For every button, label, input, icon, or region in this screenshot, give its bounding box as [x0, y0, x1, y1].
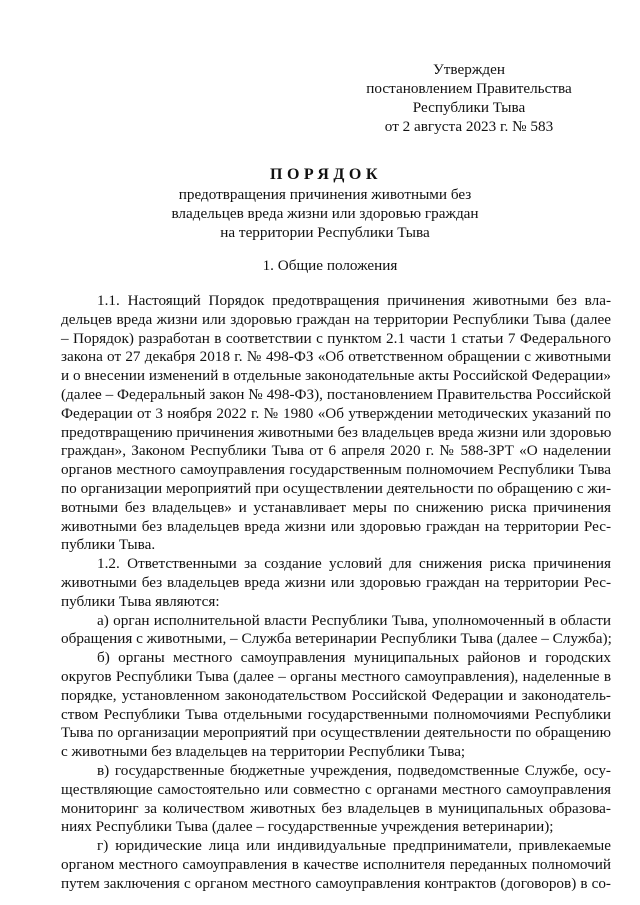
body-line: в) государственные бюджетные учреждения, подведомственные Службе, осу-	[97, 761, 611, 779]
body-line: дельцев вреда жизни или здоровью граждан на территории Республики Тыва (далее	[61, 310, 611, 328]
body-line: мониторинг за количеством животных без владельцев в муниципальных образова-	[61, 799, 611, 817]
body-line: вотными без владельцев» и устанавливает меры по снижению риска причинения	[61, 498, 611, 516]
subtitle-line: предотвращения причинения животными без	[178, 186, 472, 203]
body-line: публики Тыва.	[61, 536, 156, 554]
body-line: г) юридические лица или индивидуальные предприниматели, привлекаемые	[97, 837, 611, 855]
body-line: ниях Республики Тыва (далее – государственные учреждения ветеринарии);	[61, 818, 554, 836]
subtitle-line: владельцев вреда жизни или здоровью граждан	[171, 205, 479, 222]
body-line: округов Республики Тыва (далее – органы местного самоуправления), наделенные в	[61, 667, 611, 685]
body-line: ством Республики Тыва отдельными государственными полномочиями Республики	[61, 705, 611, 723]
document-body	[61, 292, 611, 894]
body-line: 1.1. Настоящий Порядок предотвращения причинения животными без вла-	[97, 292, 611, 309]
approval-stamp	[330, 60, 608, 136]
subtitle-line: на территории Республики Тыва	[220, 224, 430, 241]
body-line: по организации мероприятий при осуществлении деятельности по обращению с жи-	[61, 479, 611, 497]
body-line: Тыва по организации мероприятий при осуществлении деятельности по обращению	[61, 724, 611, 742]
body-line: (далее – Федеральный закон № 498-ФЗ), постановлением Правительства Российской	[61, 385, 611, 403]
approval-line: Республики Тыва	[412, 99, 526, 116]
body-line: ществляющие самостоятельно или совместно с органами местного самоуправления	[61, 780, 611, 798]
section-heading: 1. Общие положения	[262, 257, 398, 274]
body-line: закона от 27 декабря 2018 г. № 498-ФЗ «Об ответственном обращении с животными	[61, 348, 611, 366]
approval-line: от 2 августа 2023 г. № 583	[384, 118, 554, 135]
body-line: граждан», Законом Республики Тыва от 6 апреля 2020 г. № 588-ЗРТ «О наделении	[61, 442, 611, 460]
body-line: 1.2. Ответственными за создание условий для снижения риска причинения	[97, 555, 611, 573]
body-line: органом местного самоуправления в качестве исполнителя переданных полномочий	[61, 855, 611, 873]
body-line: порядке, установленном законодательством Российской Федерации и законодатель-	[61, 686, 611, 704]
body-line: органов местного самоуправления государственным полномочием Республики Тыва	[61, 461, 611, 479]
body-line: а) орган исполнительной власти Республики Тыва, уполномоченный в области	[97, 611, 611, 629]
body-line: предотвращению причинения животными без владельцев вреда жизни или здоровью	[61, 423, 612, 441]
body-line: животными без владельцев вреда жизни или здоровью граждан на территории Рес-	[61, 573, 611, 591]
approval-line: постановлением Правительства	[366, 80, 572, 97]
body-line: с животными без владельцев на территории Республики Тыва;	[61, 743, 466, 761]
body-line: обращения с животными, – Служба ветеринарии Республики Тыва (далее – Служба);	[61, 630, 612, 648]
body-line: Федерации от 3 ноября 2022 г. № 1980 «Об утверждении методических указаний по	[61, 404, 611, 422]
document-title: ПОРЯДОК	[270, 166, 382, 183]
body-line: публики Тыва являются:	[61, 592, 220, 610]
body-line: – Порядок) разработан в соответствии с пунктом 2.1 части 1 статьи 7 Федерального	[61, 329, 611, 347]
body-line: б) органы местного самоуправления муниципальных районов и городских	[97, 649, 611, 667]
approval-line: Утвержден	[433, 61, 505, 78]
body-line: животными без владельцев вреда жизни или здоровью граждан на территории Рес-	[61, 517, 611, 535]
body-line: и о внесении изменений в отдельные законодательные акты Российской Федерации»	[61, 367, 611, 385]
body-line: путем заключения с органом местного самоуправления контрактов (договоров) в со-	[61, 874, 611, 892]
document-subtitle	[60, 185, 590, 242]
